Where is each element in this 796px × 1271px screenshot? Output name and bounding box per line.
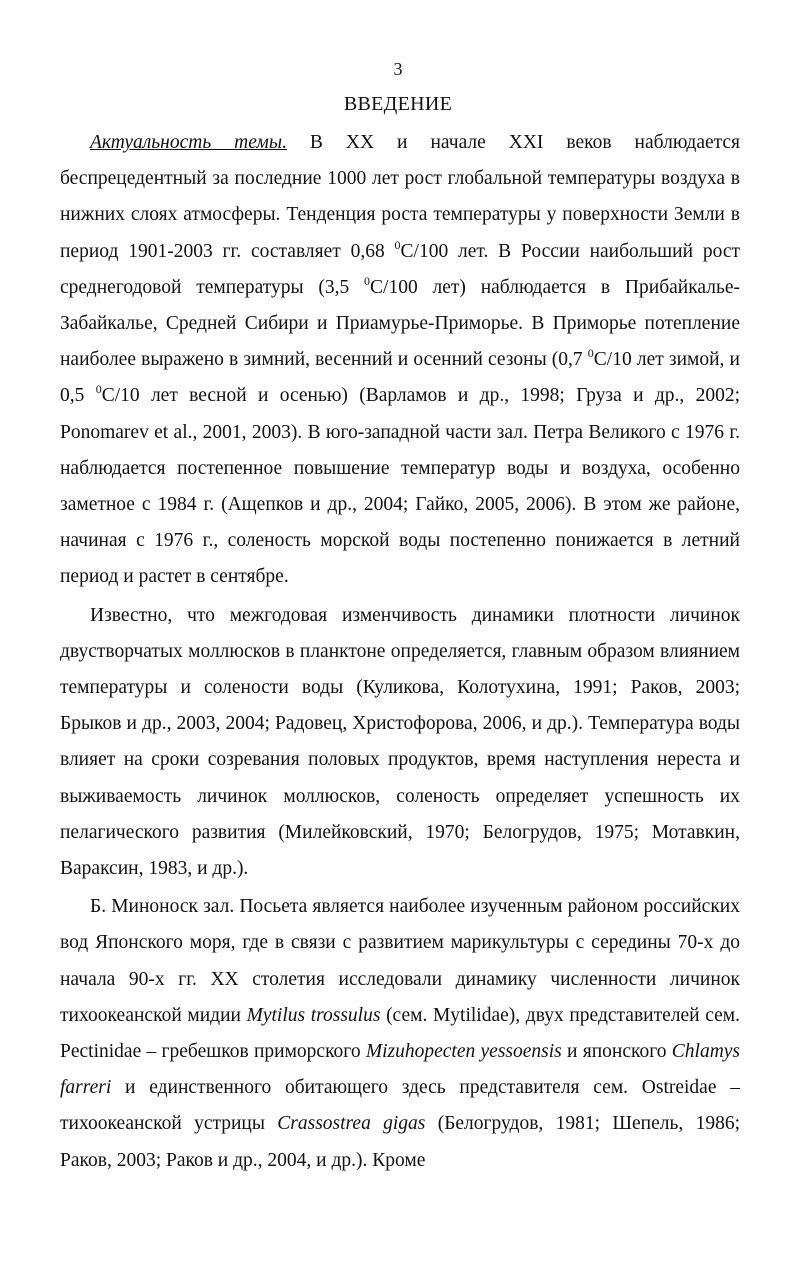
text-run: C/100 лет. В России наибольший рост среднегодовой температуры (3,5: [60, 240, 741, 298]
body-text: [60, 125, 740, 1179]
degree-mark: 0: [394, 237, 401, 252]
species-name: Chlamys farreri: [60, 1041, 741, 1099]
paragraph-larvae-density: Известно, что межгодовая изменчивость динамики плотности личинок двустворчатых моллюсков в планктоне определяется, главным образом влиянием температуры и солености воды (Куликова, Колотухина, 1991; Раков, 2003; Брыков и др., 2003, 2004; Радовец, Христофорова, 2006, и др.). Температура воды влияет на сроки созревания половых продуктов, время наступления нереста и выживаемость личинок моллюсков, соленость определяет успешность их пелагического развития (Милейковский, 1970; Белогрудов, 1975; Мотавкин, Вараксин, 1983, и др.).: [60, 604, 740, 880]
species-name: Mizuhopecten yessoensis: [365, 1041, 562, 1063]
text-run: C/100 лет) наблюдается в Прибайкалье-Забайкалье, Средней Сибири и Приамурье-Приморье. В Приморье потепление наиболее выражено в зимний, весенний и осенний сезоны (0,7: [60, 276, 740, 371]
degree-mark: 0: [364, 273, 371, 288]
text-run: (сем. Mytilidae), двух представителей сем. Pectinidae – гребешков приморского: [60, 1004, 740, 1063]
text-run: Б. Миноноск зал. Посьета является наиболее изученным районом российских вод Японского моря, где в связи с развитием марикультуры с середины 70-х до начала 90-х гг. XX столетия исследовали динамику численности личинок тихоокеанской мидии: [60, 896, 740, 1026]
text-run: и единственного обитающего здесь представителя сем. Ostreidae – тихоокеанской устрицы: [60, 1077, 740, 1135]
paragraph-posyet-bay: [60, 889, 740, 1179]
text-run: (Белогрудов, 1981; Шепель, 1986; Раков, 2003; Раков и др., 2004, и др.). Кроме: [60, 1113, 740, 1171]
page-number: 3: [393, 59, 403, 79]
section-label: Актуальность темы.: [90, 132, 287, 153]
text-run: C/10 лет весной и осенью) (Варламов и др., 1998; Груза и др., 2002; Ponomarev et al., 2001, 2003). В юго-западной части зал. Петра Великого с 1976 г. наблюдается постепенное повышение температур воды и воздуха, особенно заметное с 1984 г. (Ащепков и др., 2004; Гайко, 2005, 2006). В этом же районе, начиная с 1976 г., соленость морской воды постепенно понижается в летний период и растет в сентябре.: [60, 385, 741, 588]
text-run: В XX и начале XXI веков наблюдается беспрецедентный за последние 1000 лет рост глобальной температуры воздуха в нижних слоях атмосферы. Тенденция роста температуры у поверхности Земли в период 1901-2003 гг. составляет 0,68: [60, 132, 741, 262]
text-run: и японского: [561, 1041, 672, 1063]
species-name: Crassostrea gigas: [277, 1113, 426, 1135]
text-run: C/10 лет зимой, и 0,5: [60, 349, 740, 407]
species-name: Mytilus trossulus: [246, 1004, 381, 1026]
page-title: ВВЕДЕНИЕ: [343, 93, 453, 115]
degree-mark: 0: [95, 382, 102, 397]
degree-mark: 0: [587, 346, 594, 361]
paragraph-relevance: [60, 125, 740, 596]
